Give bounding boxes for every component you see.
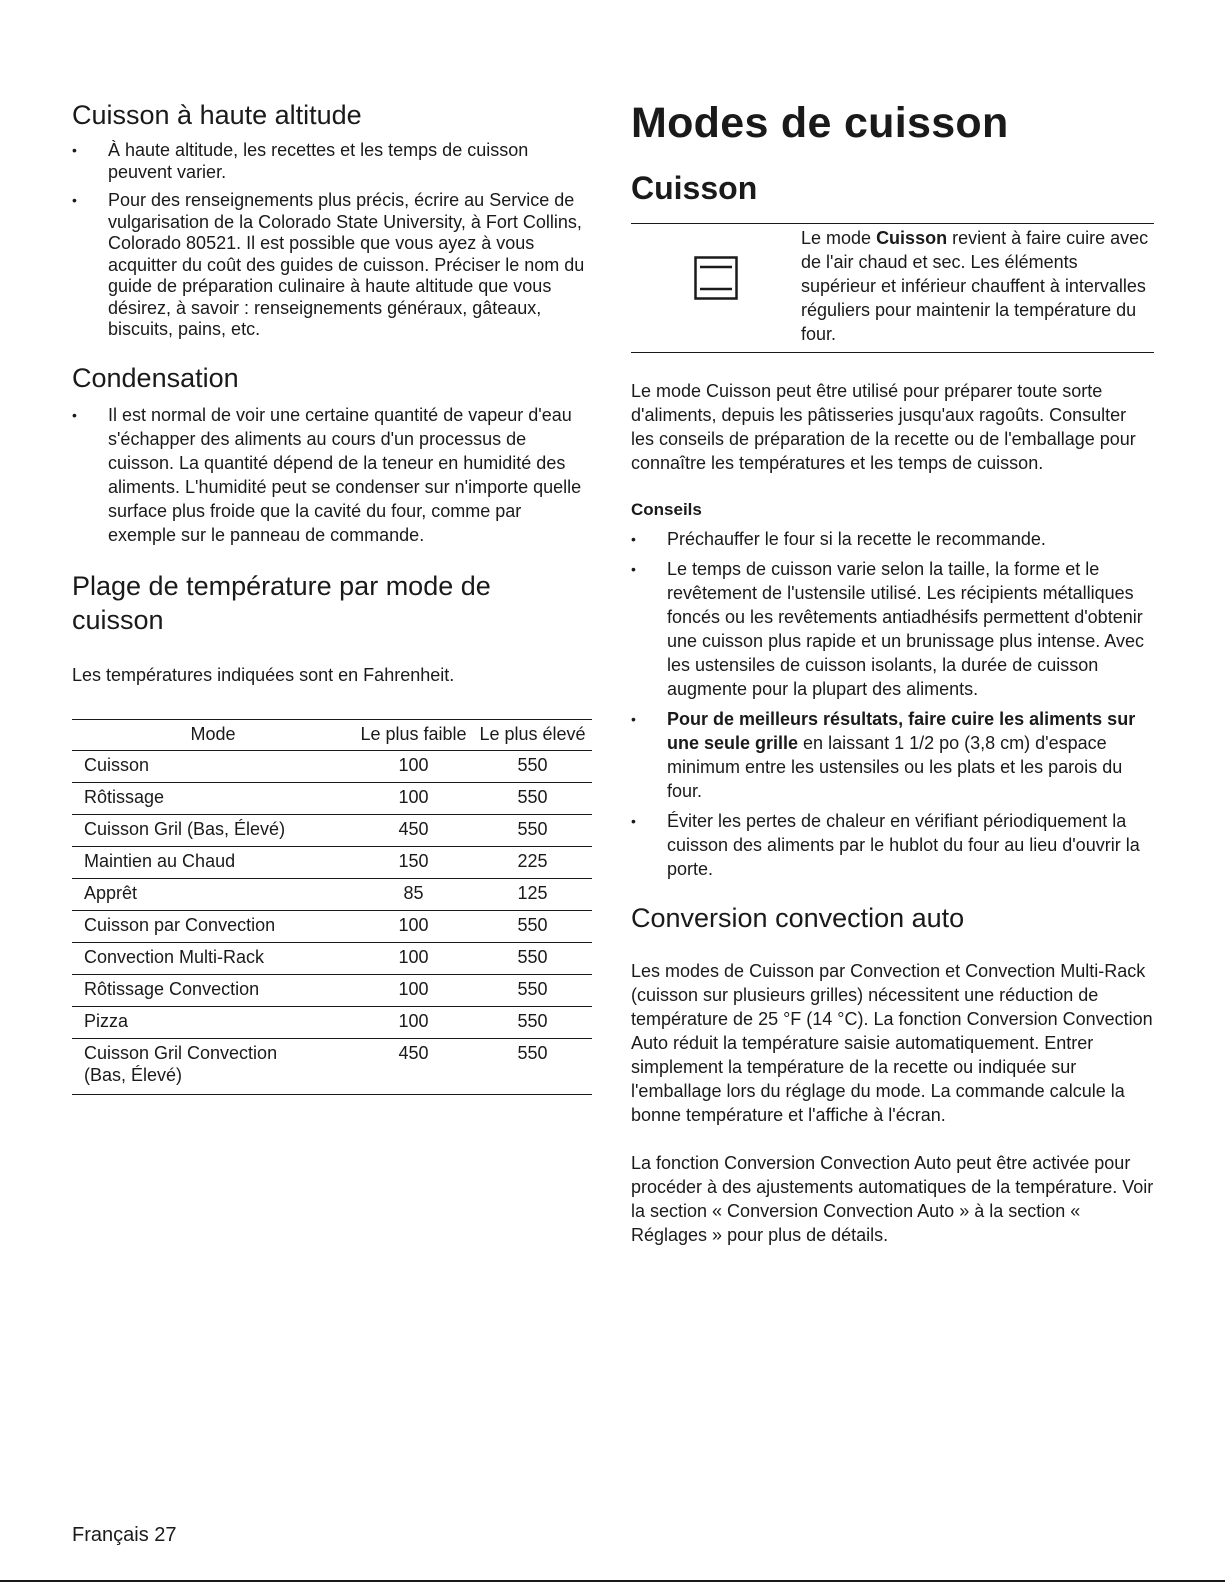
cell-min: 150: [354, 846, 473, 878]
cell-max: 550: [473, 782, 592, 814]
condensation-list: [72, 403, 592, 547]
cuisson-intro: Le mode Cuisson peut être utilisé pour préparer toute sorte d'aliments, depuis les pâtisseries jusqu'aux ragoûts. Consulter les conseils de préparation de la recette ou de l'emballage pour connaître les températures et les temps de cuisson.: [631, 381, 1136, 473]
mode-icon-cell: [631, 224, 801, 352]
cell-mode: Cuisson par Convection: [72, 910, 354, 942]
cell-min: 85: [354, 878, 473, 910]
cell-min: 100: [354, 1006, 473, 1038]
conversion-heading: Conversion convection auto: [631, 903, 965, 933]
conseils-list: [631, 527, 1154, 881]
table-row: [72, 942, 592, 974]
table-row: [72, 750, 592, 782]
table-header-row: [72, 719, 592, 750]
cell-mode: Rôtissage Convection: [72, 974, 354, 1006]
table-row: [72, 1006, 592, 1038]
table-row: [72, 878, 592, 910]
cell-max: 125: [473, 878, 592, 910]
cell-min: 100: [354, 942, 473, 974]
cell-min: 450: [354, 1038, 473, 1094]
list-item: • À haute altitude, les recettes et les temps de cuisson peuvent varier.: [72, 140, 592, 183]
left-column: [72, 98, 592, 1095]
table-row: [72, 782, 592, 814]
cell-max: 550: [473, 910, 592, 942]
table-row: [72, 846, 592, 878]
conversion-paragraph-1: Les modes de Cuisson par Convection et Convection Multi-Rack (cuisson sur plusieurs grilles) nécessitent une réduction de température de 25 °F (14 °C). La fonction Conversion Convection Auto réduit la température saisie automatiquement. Entrer simplement la température de la recette ou indiquée sur l'emballage lors du réglage du mode. La commande calcule la bonne température et l'affiche à l'écran.: [631, 961, 1153, 1125]
list-item: [631, 707, 1154, 803]
page-footer: Français 27: [72, 1524, 177, 1546]
column-header-mode: Mode: [190, 723, 236, 744]
cell-mode: Pizza: [72, 1006, 354, 1038]
table-row: [72, 1038, 592, 1094]
right-column: [631, 98, 1154, 1247]
cell-max: 550: [473, 750, 592, 782]
cell-max: 550: [473, 942, 592, 974]
cell-max: 550: [473, 814, 592, 846]
cell-mode: Convection Multi-Rack: [72, 942, 354, 974]
cell-min: 100: [354, 974, 473, 1006]
mode-description: [801, 224, 1154, 352]
cell-min: 450: [354, 814, 473, 846]
cell-mode: Cuisson Gril (Bas, Élevé): [72, 814, 354, 846]
mode-description-box: [631, 223, 1154, 353]
altitude-heading: Cuisson à haute altitude: [72, 100, 362, 130]
list-item: • Éviter les pertes de chaleur en vérifiant périodiquement la cuisson des aliments par le hublot du four au lieu d'ouvrir la porte.: [631, 809, 1154, 881]
conversion-paragraph-2: La fonction Conversion Convection Auto peut être activée pour procéder à des ajustements automatiques de la température. Voir la section « Conversion Convection Auto » à la section « Réglages » pour plus de détails.: [631, 1153, 1154, 1245]
cell-mode: Apprêt: [72, 878, 354, 910]
mode-desc-rest: revient à faire cuire avec de l'air chaud et sec. Les éléments supérieur et inférieur chauffent à intervalles réguliers pour maintenir la température du four.: [801, 228, 1149, 344]
temp-range-heading: Plage de température par mode de cuisson: [72, 570, 491, 635]
bake-icon: [694, 256, 738, 352]
tip-bold: Pour de meilleurs résultats, faire cuire les aliments sur une seule grille: [667, 709, 1136, 753]
list-item: • Il est normal de voir une certaine quantité de vapeur d'eau s'échapper des aliments au cours d'un processus de cuisson. La quantité dépend de la teneur en humidité des aliments. L'humidité peut se condenser sur n'importe quelle surface plus froide que la cavité du four, comme par exemple sur le panneau de commande.: [72, 403, 592, 547]
cell-min: 100: [354, 782, 473, 814]
cell-max: 550: [473, 974, 592, 1006]
cell-max: 550: [473, 1038, 592, 1094]
mode-desc-bold: Cuisson: [876, 228, 948, 248]
cell-mode: Cuisson: [72, 750, 354, 782]
table-row: [72, 974, 592, 1006]
altitude-list: [72, 140, 592, 341]
cell-min: 100: [354, 910, 473, 942]
section-title-cuisson: Cuisson: [631, 170, 758, 206]
mode-desc-start: Le mode: [801, 228, 877, 248]
bottom-rule: [0, 1580, 1225, 1582]
table-row: [72, 814, 592, 846]
cell-mode: Cuisson Gril Convection (Bas, Élevé): [72, 1038, 354, 1094]
cell-mode: Maintien au Chaud: [72, 846, 354, 878]
column-header-max: Le plus élevé: [479, 723, 586, 744]
condensation-heading: Condensation: [72, 362, 239, 393]
table-row: [72, 910, 592, 942]
conseils-heading: Conseils: [631, 500, 702, 519]
cell-max: 225: [473, 846, 592, 878]
list-item: • Le temps de cuisson varie selon la taille, la forme et le revêtement de l'ustensile utilisé. Les récipients métalliques foncés ou les revêtements antiadhésifs permettent d'obtenir une cuisson plus rapide et un brunissage plus intense. Avec les ustensiles de cuisson isolants, la durée de cuisson augmente pour la plupart des aliments.: [631, 557, 1154, 701]
page-title: Modes de cuisson: [631, 99, 1009, 147]
list-item: • Pour des renseignements plus précis, écrire au Service de vulgarisation de la Colorado State University, à Fort Collins, Colorado 80521. Il est possible que vous ayez à vous acquitter du coût des guides de cuisson. Préciser le nom du guide de préparation culinaire à haute altitude que vous désirez, à savoir : renseignements généraux, gâteaux, biscuits, pains, etc.: [72, 190, 592, 341]
cell-max: 550: [473, 1006, 592, 1038]
list-item: • Préchauffer le four si la recette le recommande.: [631, 527, 1154, 551]
cell-min: 100: [354, 750, 473, 782]
temp-range-intro: Les températures indiquées sont en Fahrenheit.: [72, 664, 455, 685]
tip-rest: en laissant 1 1/2 po (3,8 cm) d'espace minimum entre les ustensiles ou les plats et les parois du four.: [667, 733, 1123, 801]
cell-mode: Rôtissage: [72, 782, 354, 814]
temperature-table: [72, 719, 592, 1095]
column-header-min: Le plus faible: [360, 723, 467, 744]
